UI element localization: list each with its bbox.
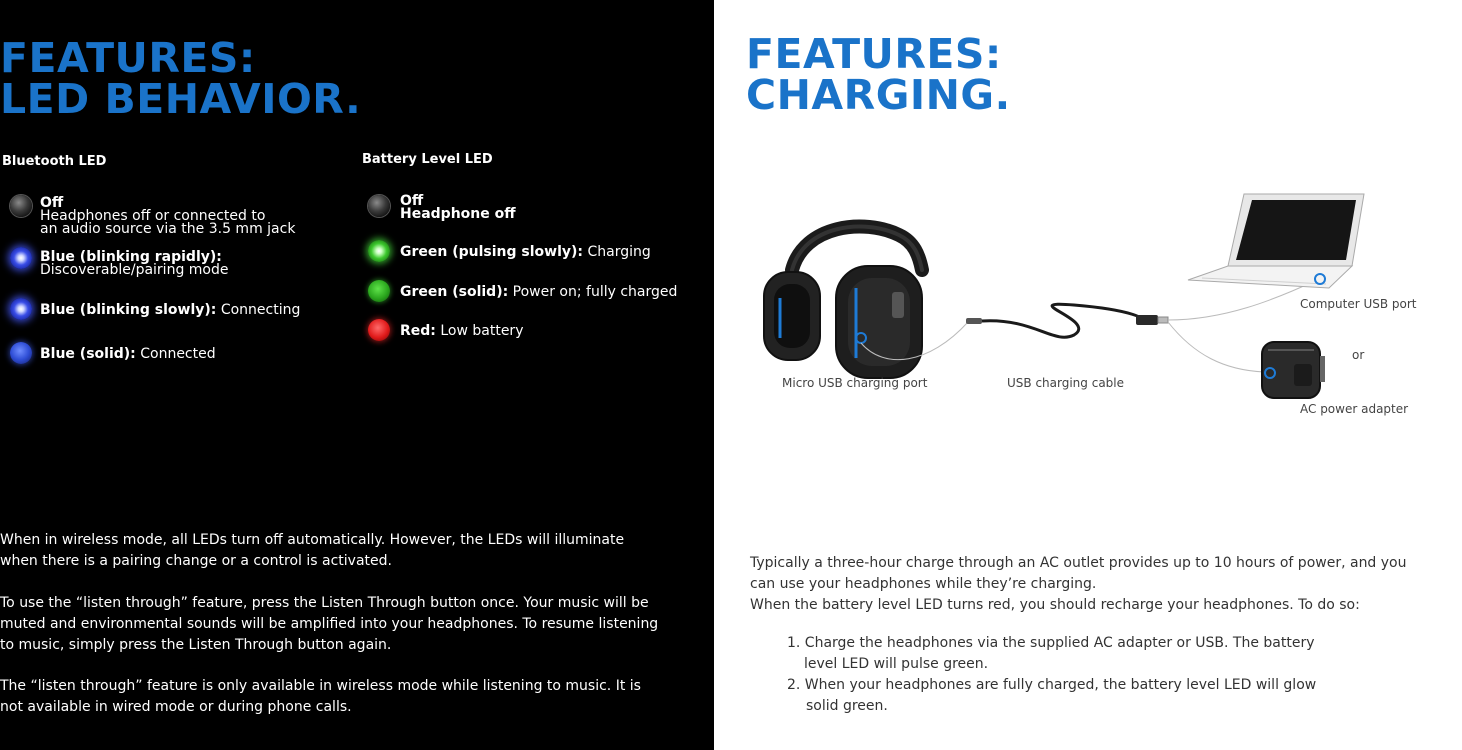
led-green-solid-icon [368, 280, 390, 302]
led-behavior-title [0, 34, 362, 123]
led-state-label: Red: [400, 323, 436, 339]
usb-cable-icon [966, 304, 1168, 337]
led-title-line2: LED BEHAVIOR. [0, 75, 362, 123]
paragraph-line: muted and environmental sounds will be amplified into your headphones. To resume listening [0, 616, 659, 632]
computer-usb-port-label: Computer USB port [1300, 297, 1417, 311]
led-state-label: Blue (blinking rapidly): [40, 249, 222, 265]
wireless-mode-paragraph [0, 530, 624, 572]
led-state-label: Off [40, 195, 64, 211]
led-blue-blinking-icon [10, 247, 32, 269]
laptop-icon [1188, 194, 1364, 288]
charging-step [787, 675, 1316, 717]
led-state-desc: Power on; fully charged [508, 284, 678, 300]
charging-step [787, 633, 1316, 675]
led-state-label: Blue (blinking slowly): [40, 302, 217, 318]
paragraph-line: to music, simply press the Listen Through button again. [0, 637, 392, 653]
charging-intro-paragraph [750, 553, 1407, 616]
led-off-indicator-icon [368, 195, 390, 217]
battery-level-led-heading: Battery Level LED [362, 152, 493, 167]
paragraph-line: When in wireless mode, all LEDs turn off automatically. However, the LEDs will illuminate [0, 532, 625, 548]
step-line: level LED will pulse green. [804, 656, 989, 672]
led-state-desc: Discoverable/pairing mode [40, 262, 229, 278]
paragraph-line: The “listen through” feature is only available in wireless mode while listening to music. It is [0, 678, 641, 694]
led-state-desc: Headphones off or connected to [40, 208, 266, 224]
led-green-pulsing-icon [368, 240, 390, 262]
led-state-label: Green (solid): [400, 284, 509, 300]
ac-adapter-label: AC power adapter [1300, 402, 1409, 416]
or-label: or [1352, 348, 1365, 362]
listen-through-availability-paragraph [0, 676, 641, 718]
led-state-desc: Connected [135, 346, 216, 362]
led-state-label: Blue (solid): [40, 346, 136, 362]
led-off-indicator-icon [10, 195, 32, 217]
led-behavior-panel [0, 0, 714, 750]
led-state-desc: Low battery [435, 323, 524, 339]
charging-title [746, 30, 1011, 119]
paragraph-line: To use the “listen through” feature, press the Listen Through button once. Your music will be [0, 595, 649, 611]
ac-adapter-icon [1262, 342, 1325, 398]
charging-steps-list [787, 633, 1316, 717]
led-state-label: Off [400, 193, 424, 209]
led-state-desc: Charging [583, 244, 651, 260]
charging-panel [714, 0, 1462, 750]
led-state-desc: Headphone off [400, 206, 516, 222]
paragraph-line: when there is a pairing change or a control is activated. [0, 553, 392, 569]
led-red-icon [368, 319, 390, 341]
charging-title-line1: FEATURES: [746, 30, 1002, 78]
paragraph-line: can use your headphones while they’re charging. [750, 576, 1097, 592]
step-line: 1. Charge the headphones via the supplied AC adapter or USB. The battery [787, 635, 1315, 651]
paragraph-line: When the battery level LED turns red, you should recharge your headphones. To do so: [750, 597, 1360, 613]
headphones-icon [764, 227, 922, 378]
led-blue-blinking-icon [10, 298, 32, 320]
usb-cable-label: USB charging cable [1007, 376, 1124, 390]
charging-title-line2: CHARGING. [746, 71, 1011, 119]
paragraph-line: not available in wired mode or during phone calls. [0, 699, 352, 715]
led-state-desc: Connecting [216, 302, 301, 318]
led-blue-solid-icon [10, 342, 32, 364]
step-line: solid green. [806, 698, 888, 714]
step-line: 2. When your headphones are fully charged, the battery level LED will glow [787, 677, 1317, 693]
listen-through-paragraph [0, 593, 658, 656]
bluetooth-led-heading: Bluetooth LED [2, 154, 107, 169]
paragraph-line: Typically a three-hour charge through an AC outlet provides up to 10 hours of power, and you [750, 555, 1407, 571]
led-state-label: Green (pulsing slowly): [400, 244, 584, 260]
led-title-line1: FEATURES: [0, 34, 256, 82]
micro-usb-port-label: Micro USB charging port [782, 376, 928, 390]
led-state-desc: an audio source via the 3.5 mm jack [40, 221, 296, 237]
